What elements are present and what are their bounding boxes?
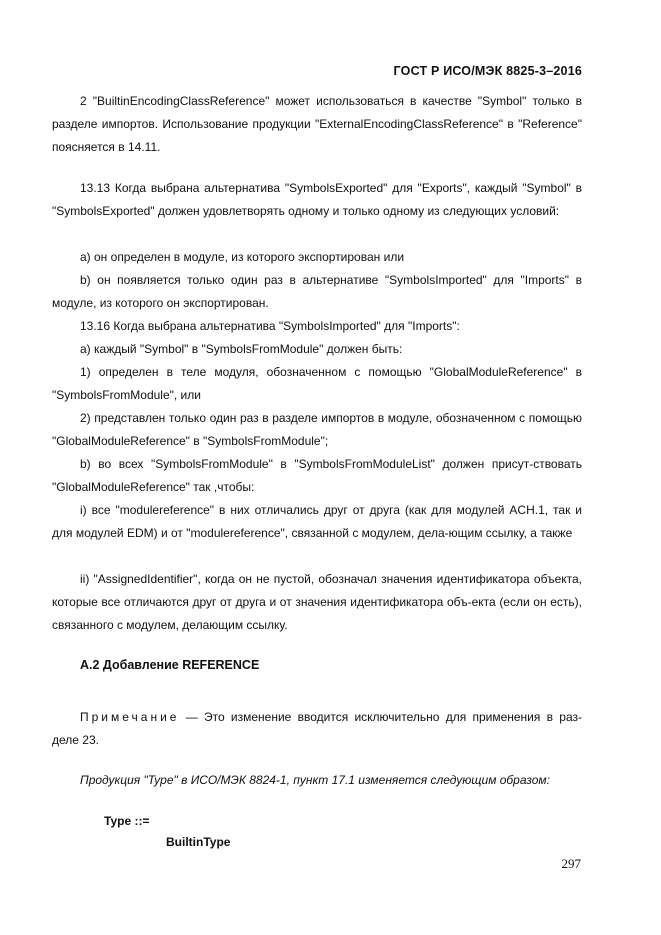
code-line-type: Type ::=: [104, 814, 150, 828]
section-heading: А.2 Добавление REFERENCE: [80, 658, 260, 672]
note-text: — Это изменение вводится исключительно для применения в раз-деле 23.: [52, 710, 582, 748]
list-item-a: а) он определен в модуле, из которого экспортирован или: [80, 250, 405, 264]
list-item-1: 1) определен в теле модуля, обозначенном с помощью "GlobalModuleReference" в "SymbolsFromModule", или: [52, 365, 582, 403]
list-item-b-symbols: b) во всех "SymbolsFromModule" в "SymbolsFromModuleList" должен присут-ствовать "GlobalModuleReference" так ,чтобы:: [52, 457, 582, 495]
list-item-i: i) все "modulereference" в них отличались друг от друга (как для модулей ACH.1, так и для модулей EDM) и от "modulereference", связанной с модулем, дела-ющим ссылку, а также: [52, 503, 582, 541]
list-item-a-symbol: а) каждый "Symbol" в "SymbolsFromModule" должен быть:: [80, 342, 403, 356]
list-item-ii: ii) "AssignedIdentifier", когда он не пустой, обозначал значения идентификатора объекта, которые все отличаются друг от друга и от значения идентификатора объ-екта (если он есть), связанного с модулем, делающим ссылку.: [52, 572, 582, 633]
paragraph-note-2: 2 "BuiltinEncodingClassReference" может использоваться в качестве "Symbol" только в разделе импортов. Использование продукции "ExternalEncodingClassReference" в "Reference" поясняется в 14.11.: [52, 94, 582, 155]
paragraph-13-16: 13.16 Когда выбрана альтернатива "SymbolsImported" для "Imports":: [80, 319, 460, 333]
standard-header: ГОСТ Р ИСО/МЭК 8825-3–2016: [393, 64, 582, 78]
italic-statement: Продукция "Type" в ИСО/МЭК 8824-1, пункт 17.1 изменяется следующим образом:: [80, 773, 550, 787]
note-label: Примечание: [80, 710, 180, 724]
paragraph-13-13: 13.13 Когда выбрана альтернатива "SymbolsExported" для "Exports", каждый "Symbol" в "SymbolsExported" должен удовлетворять одному и только одному из следующих условий:: [52, 181, 582, 219]
page-number: 297: [561, 856, 581, 871]
list-item-2: 2) представлен только один раз в разделе импортов в модуле, обозначенном с помощью "GlobalModuleReference" в "SymbolsFromModule";: [52, 411, 582, 449]
code-line-builtintype: BuiltinType: [166, 835, 231, 849]
list-item-b: b) он появляется только один раз в альтернативе "SymbolsImported" для "Imports" в модуле, из которого он экспортирован.: [52, 273, 582, 311]
note-paragraph: [52, 706, 582, 752]
